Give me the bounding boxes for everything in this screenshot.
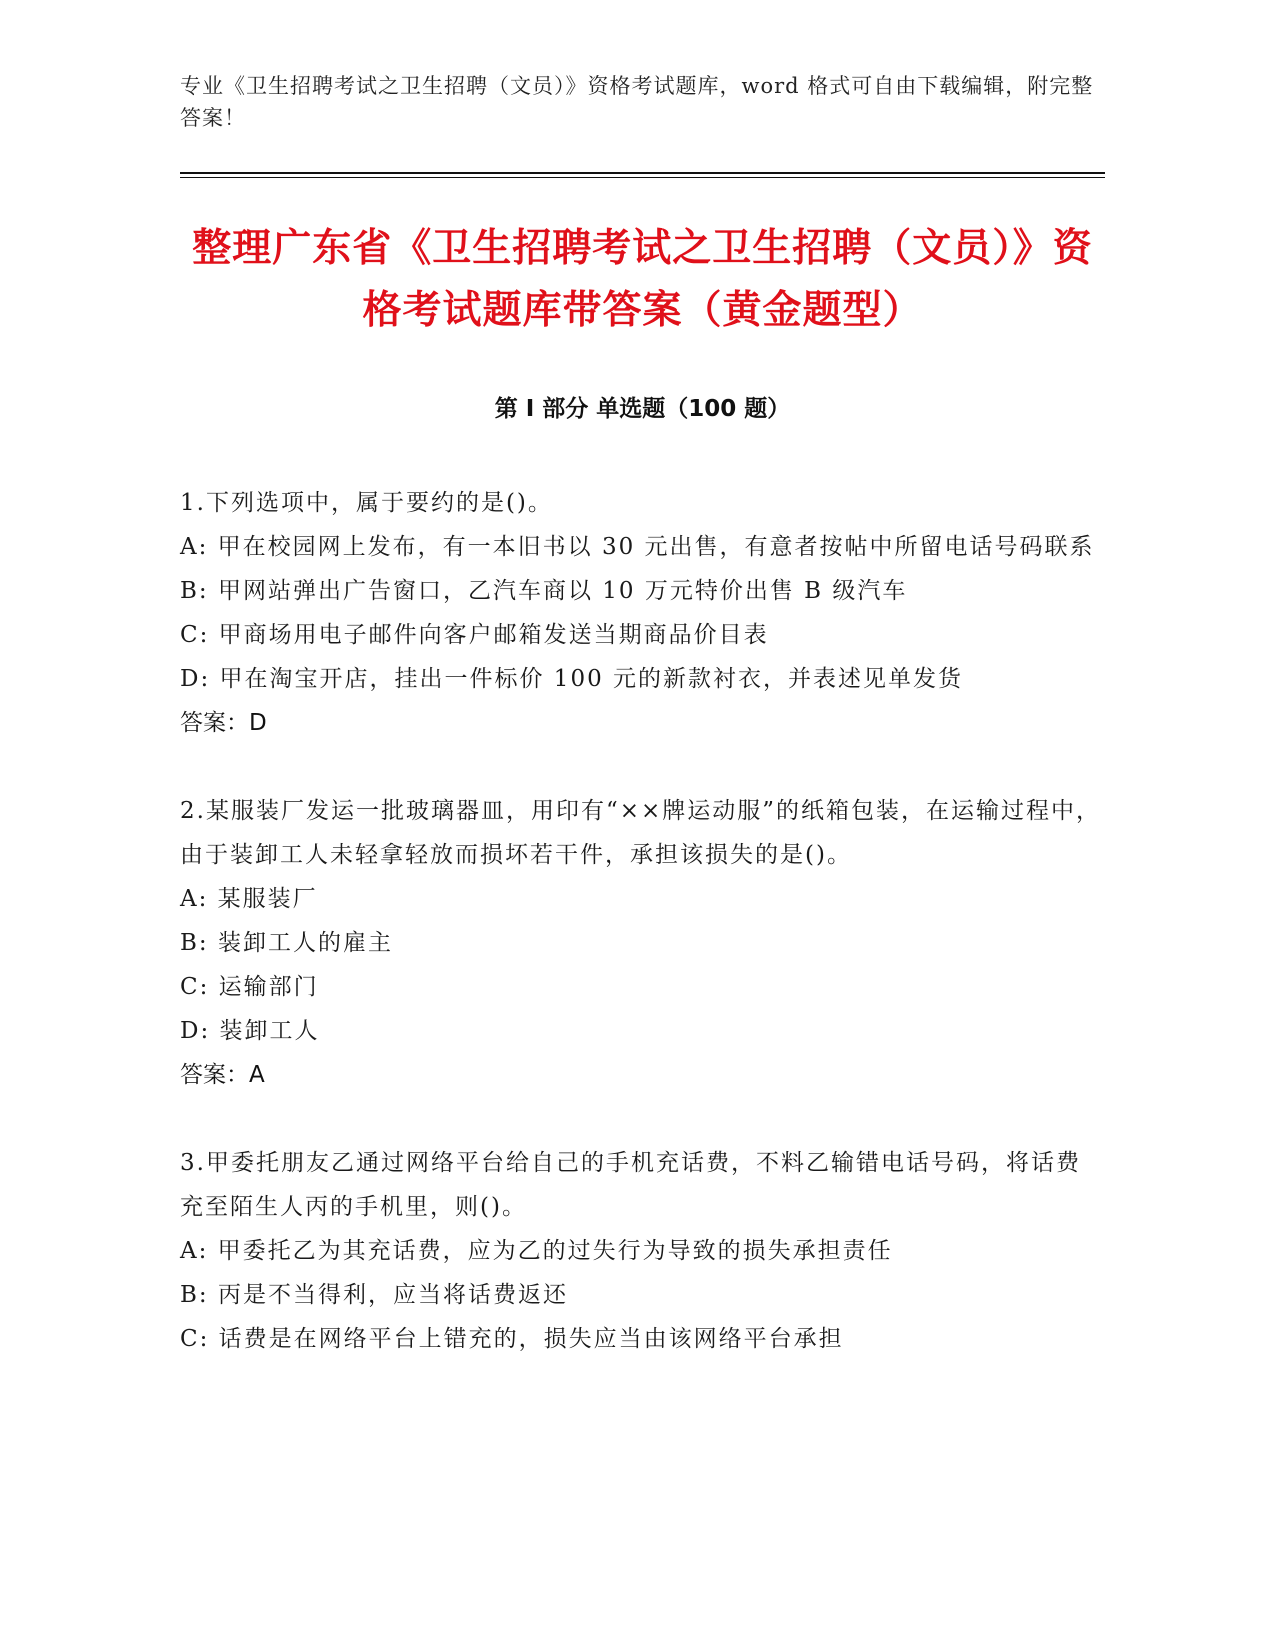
question-text: 2.某服装厂发运一批玻璃器皿，用印有“××牌运动服”的纸箱包装，在运输过程中，由于装卸工人未轻拿轻放而损坏若干件，承担该损失的是()。 [180, 798, 1102, 868]
document-page [180, 70, 1105, 1361]
option-a: A: 某服装厂 [180, 886, 318, 912]
option-a: A: 甲委托乙为其充话费，应为乙的过失行为导致的损失承担责任 [180, 1238, 893, 1264]
option-c: C: 甲商场用电子邮件向客户邮箱发送当期商品价目表 [180, 622, 769, 648]
question-item [180, 481, 1105, 745]
option-c: C: 运输部门 [180, 974, 319, 1000]
option-b: B: 装卸工人的雇主 [180, 930, 393, 956]
header-divider [180, 172, 1105, 178]
answer-text: 答案：A [180, 1062, 265, 1088]
option-c: C: 话费是在网络平台上错充的，损失应当由该网络平台承担 [180, 1326, 844, 1352]
section-title: 第 I 部分 单选题（100 题） [494, 396, 791, 422]
header-note: 专业《卫生招聘考试之卫生招聘（文员）》资格考试题库，word 格式可自由下载编辑，附完整答案！ [180, 74, 1094, 130]
document-title: 整理广东省《卫生招聘考试之卫生招聘（文员）》资格考试题库带答案（黄金题型） [192, 226, 1093, 333]
option-a: A: 甲在校园网上发布，有一本旧书以 30 元出售，有意者按帖中所留电话号码联系 [180, 534, 1095, 560]
question-text: 3.甲委托朋友乙通过网络平台给自己的手机充话费，不料乙输错电话号码，将话费充至陌生人丙的手机里，则()。 [180, 1150, 1081, 1220]
option-b: B: 丙是不当得利，应当将话费返还 [180, 1282, 568, 1308]
option-d: D: 甲在淘宝开店，挂出一件标价 100 元的新款衬衣，并表述见单发货 [180, 666, 964, 692]
option-d: D: 装卸工人 [180, 1018, 320, 1044]
option-b: B: 甲网站弹出广告窗口，乙汽车商以 10 万元特价出售 B 级汽车 [180, 578, 908, 604]
question-item [180, 789, 1105, 1097]
answer-text: 答案：D [180, 710, 267, 736]
question-text: 1.下列选项中，属于要约的是()。 [180, 490, 553, 516]
question-item [180, 1141, 1105, 1361]
